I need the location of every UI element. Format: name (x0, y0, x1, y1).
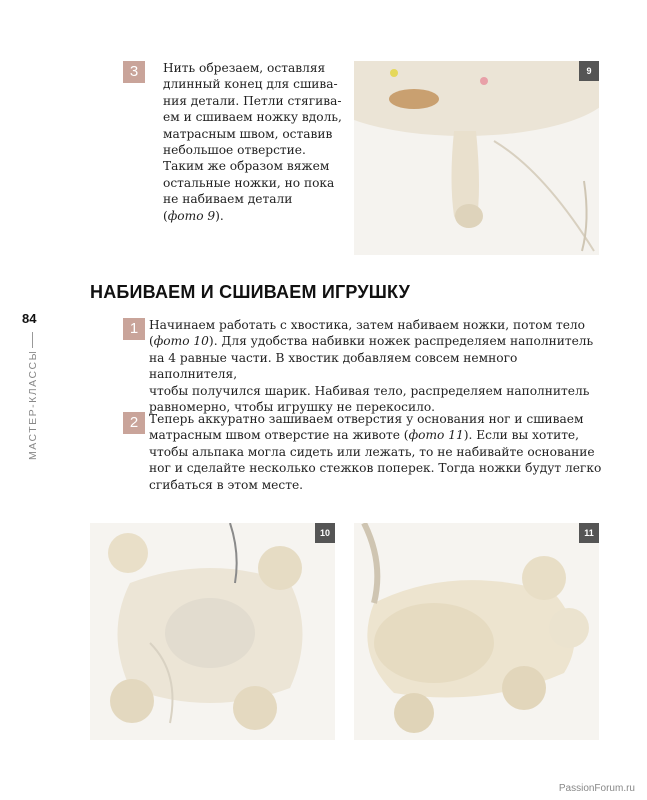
step-2-text: Теперь аккуратно зашиваем отверстия у основания ног и сшиваем матрасным швом отверстие на животе (фото 11). Если вы хотите, чтобы альпака могла сидеть или лежать, то не набивайте основание ног и сделайте несколько стежков поперек. Тогда ножки будут легко сгибаться в этом месте. (149, 412, 602, 492)
photo-11-badge: 11 (579, 523, 599, 543)
photo-11 (354, 523, 599, 740)
side-divider (32, 332, 33, 348)
step-3-text: Нить обрезаем, оставляя длинный конец для сшива- ния детали. Петли стягива- ем и сшиваем ножку вдоль, матрасным швом, оставив небольшое отверстие. Таким же образом вяжем остальные ножки, но пока не набиваем детали (фото 9). (163, 61, 342, 223)
watermark: PassionForum.ru (558, 783, 635, 794)
step-2-number: 2 (123, 412, 145, 434)
step-1-number: 1 (123, 318, 145, 340)
photo-10 (90, 523, 335, 740)
section-label: МАСТЕР-КЛАССЫ (27, 349, 39, 460)
photo-9-badge: 9 (579, 61, 599, 81)
photo-9 (354, 61, 599, 255)
step-1-text: Начинаем работать с хвостика, затем набиваем ножки, потом тело (фото 10). Для удобства набивки ножек распределяем наполнитель на 4 равные части. В хвостик добавляем совсем немного наполнителя, чтобы получился шарик. Набивая тело, распределяем наполнитель равномерно, чтобы игрушку не перекосило. (149, 318, 594, 415)
photo-10-badge: 10 (315, 523, 335, 543)
step-3-number: 3 (123, 61, 145, 83)
section-heading: НАБИВАЕМ И СШИВАЕМ ИГРУШКУ (90, 282, 411, 302)
page-number: 84 (22, 311, 37, 326)
